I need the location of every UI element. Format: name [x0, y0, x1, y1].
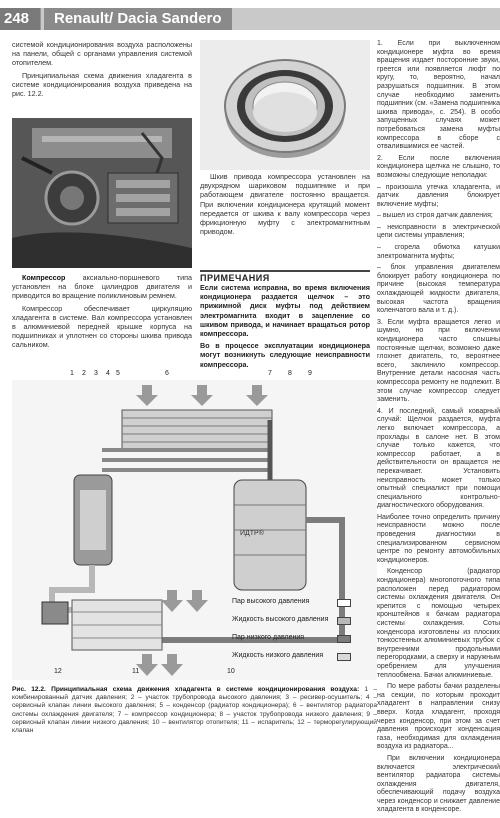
figure-caption-lead: Рис. 12.2. Принципиальная схема движения хладагента в системе кондиционирования воздуха:	[12, 686, 360, 693]
list-item: – сгорела обмотка катушки электромагнита муфты;	[377, 244, 500, 260]
note-item: Если система исправна, во время включения кондиционера раздается щелчок – это прижимной диск муфты под действием электромагнита входит в зацепление со шкивом привода, и начинает вращаться ротор компрессора.	[200, 283, 370, 339]
paragraph: Компрессор обеспечивает циркуляцию хладагента в системе. Вал компрессора установлен в алюминиевой передней крышке корпуса на подшипниках и уплотнен со стороны шкива привода сальником.	[12, 303, 192, 350]
ref-number: 12	[54, 668, 62, 675]
paragraph: Компрессор аксиально-поршневого типа установлен на блоке цилиндров двигателя и приводится во вращение поликлиновым ремнем.	[12, 273, 192, 301]
note-item: Во в процессе эксплуатации кондиционера могут возникнуть следующие неисправности компрессора.	[200, 341, 370, 369]
page-header	[0, 0, 500, 36]
list-item: – блок управления двигателем блокирует работу кондиционера по причине (высокая температура охлаждающей жидкости двигателя, высокая частота вращения коленчатого вала и т. д.).	[377, 264, 500, 315]
compressor-description	[12, 273, 192, 353]
legend-item: Жидкость низкого давления	[232, 652, 324, 659]
legend-swatch	[337, 653, 351, 661]
paragraph: Конденсор (радиатор кондиционера) многопоточного типа расположен перед радиатором системы охлаждения двигателя. Он крепится с помощью четырех кронштейнов к бачкам радиатора системы охлаждения. Соты конденсора изготовлены из плоских тонкостенных алюминиевых трубок с внутренними продольными перегородками, а сверху и наружным оребрением для улучшения теплообмена. Бачки алюминиевые.	[377, 568, 500, 679]
list-item: – произошла утечка хладагента, и датчик давления блокирует включение муфты;	[377, 183, 500, 208]
legend-swatch	[337, 635, 351, 643]
figure-caption	[12, 686, 377, 735]
paragraph: Шкив привода компрессора установлен на двухрядном шариковом подшипнике и при работающем двигателе постоянно вращается. При включении кондиционера крутящий момент передается от шкива к валу компрессора через фрикционную муфту с электромагнитным приводом.	[200, 172, 370, 237]
paragraph: 4. И последний, самый коварный случай: Щелчок раздается, муфта легко включает компрессора, а прохлады в салоне нет. В этом случае только кажется, что компрессор работает, а в действительности он вращается не перекачивает. Установить неисправность может только опытный специалист при помощи специального контрольно-диагностического оборудования.	[377, 407, 500, 510]
paragraph: 3. Если муфта вращается легко и шумно, но при включении кондиционера часто слышны постоянные щелчки, возможно даже глохнет двигатель, то, вероятнее всего, заклинило компрессор. Внутренние детали насосная часть компрессора ремонту не подлежит. В этом случае компрессор следует заменить.	[377, 318, 500, 404]
list-item: – вышел из строя датчик давления;	[377, 212, 493, 220]
notes-heading: ПРИМЕЧАНИЯ	[200, 270, 370, 283]
list-item: – неисправности в электрической цепи системы управления;	[377, 223, 500, 240]
ref-number: 3	[94, 370, 98, 377]
legend-item: Пар высокого давления	[232, 598, 310, 605]
bearing-photo	[200, 40, 370, 170]
pulley-caption	[200, 172, 370, 239]
paragraph: Принципиальная схема движения хладагента в системе кондиционирования воздуха приведена на рис. 12.2.	[12, 70, 192, 99]
legend-swatch	[337, 617, 351, 625]
ref-number: 1	[70, 370, 74, 377]
paragraph: При включении кондиционера включается электрический вентилятор радиатора системы охлаждения двигателя, обеспечивающий подачу воздуха через конденсор и снижает давление хладагента в конденсоре.	[377, 754, 500, 814]
ref-number: 7	[268, 370, 272, 377]
engine-compartment-photo	[12, 118, 192, 268]
legend-swatch	[337, 599, 351, 607]
compressor-label: ИДТР®	[240, 530, 264, 537]
right-column-text	[377, 40, 500, 818]
legend-item: Жидкость высокого давления	[232, 616, 329, 623]
ref-number: 5	[116, 370, 120, 377]
paragraph: Наиболее точно определить причину неисправности можно после проведения диагностики в специализированном сервисном центре по ремонту автомобильных кондиционеров.	[377, 513, 500, 564]
ref-number: 6	[165, 370, 169, 377]
left-intro-text	[12, 40, 192, 101]
ref-number: 2	[82, 370, 86, 377]
ref-number: 9	[308, 370, 312, 377]
ref-number: 8	[288, 370, 292, 377]
ref-number: 10	[227, 668, 235, 675]
legend-item: Пар низкого давления	[232, 634, 305, 641]
paragraph: системой кондиционирования воздуха расположены на панели, общей с органами управления системой отопителем.	[12, 40, 192, 68]
refrigerant-flow-diagram	[12, 370, 377, 680]
ref-number: 11	[132, 668, 140, 675]
paragraph: 2. Если после включения кондиционера щелчка не слышно, то возможны следующие неполадки:	[377, 154, 500, 179]
term-compressor: Компрессор	[22, 273, 66, 282]
ref-number: 4	[106, 370, 110, 377]
paragraph: 1. Если при выключенном кондиционере муфта во время вращения издает посторонние звуки, греется или появляется люфт по кругу, то, вероятно, начал разрушаться подшипник. В этом случае необходимо заменить подшипник (см. «Замена подшипника шкива привода», с. 254). В особо запущенных случаях может потребоваться замена муфты компрессора в сборе с отвалившимися ее частей.	[377, 40, 500, 151]
notes-body	[200, 283, 370, 372]
page-number: 248	[0, 8, 40, 30]
book-title: Renault/ Dacia Sandero	[44, 8, 232, 30]
figure-caption-text: 1 – комбинированный датчик давления; 2 – участок трубопровода высокого давления; 3 – ресивер-осушитель; 4 – сервисный клапан линии высокого давления; 5 – конденсор (радиатор кондиционера); 6 – вентилятор радиатора системы охлаждения двигателя; 7 – компрессор кондиционера; 8 – участок трубопровода низкого давления; 9 – сервисный клапан линии низкого давления; 10 – вентилятор отопителя; 11 – испаритель; 12 – терморегулирующий клапан	[12, 686, 378, 735]
paragraph: По мере работы бачки разделены на секции, по которым проходит хладагент в направлении снизу вверх. Когда хладагент, проходя через конденсор, при этом за счет давления происходит конденсация газа, необходимая для охлаждения воздуха из радиатора...	[377, 683, 500, 751]
